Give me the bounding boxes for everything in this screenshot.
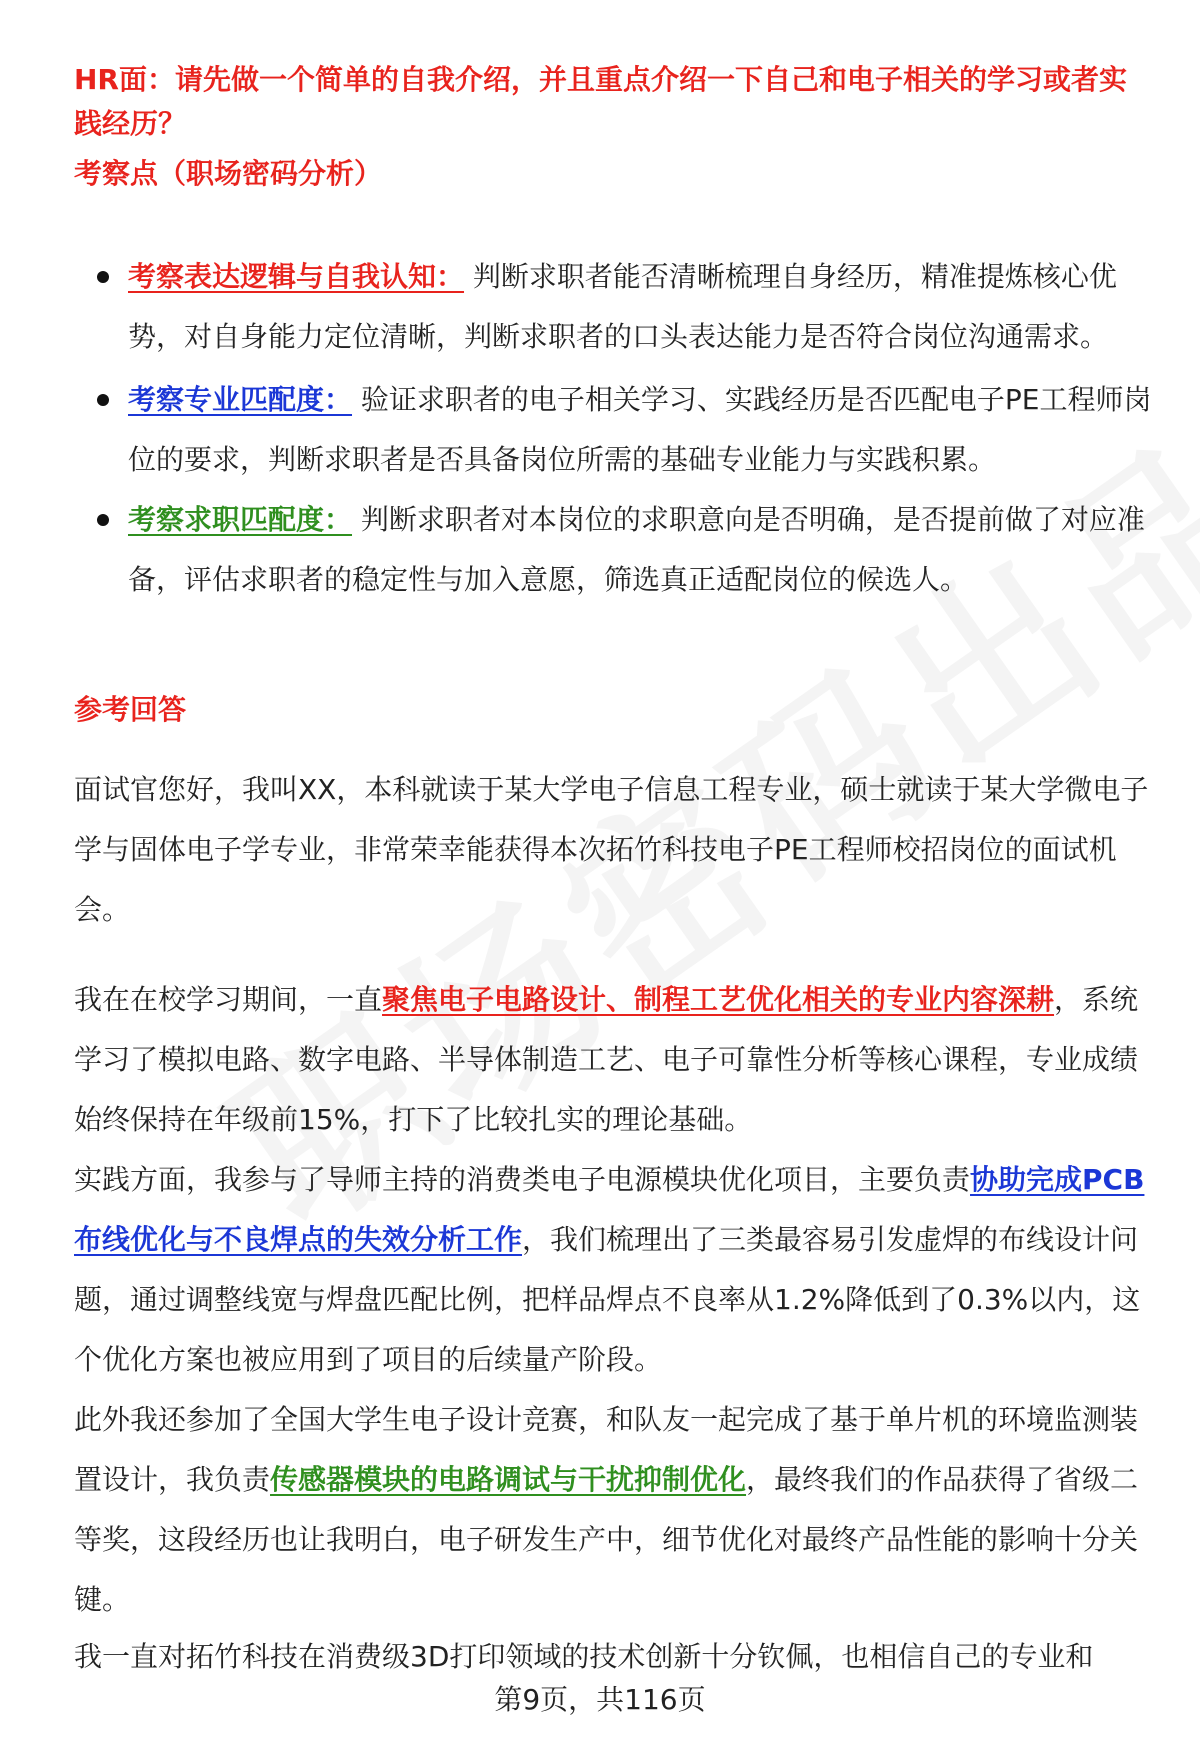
- answer-text: 实践方面，我参与了导师主持的消费类电子电源模块优化项目，主要负责: [74, 1163, 971, 1196]
- highlight-red: 聚焦电子电路设计、制程工艺优化相关的专业内容深耕: [382, 983, 1055, 1016]
- point-expression-logic: [74, 247, 1164, 367]
- point-job-match: [74, 490, 1164, 610]
- answer-competition-paragraph: [74, 1390, 1164, 1630]
- reference-heading: 参考回答: [74, 693, 187, 726]
- point-label: 考察求职匹配度：: [128, 503, 353, 536]
- answer-text: 面试官您好，我叫XX，本科就读于某大学电子信息工程专业，硕士就读于某大学微电子学与固体电子学专业，非常荣幸能获得本次拓竹科技电子PE工程师校招岗位的面试机会。: [74, 773, 1149, 926]
- point-label: 考察表达逻辑与自我认知：: [128, 260, 465, 293]
- bullet-icon: [97, 514, 109, 526]
- page-number-footer: 第9页，共116页: [494, 1683, 706, 1716]
- answer-intro-paragraph: [74, 760, 1164, 940]
- bullet-icon: [97, 271, 109, 283]
- highlight-green: 传感器模块的电路调试与干扰抑制优化: [270, 1463, 747, 1496]
- point-text: 判断求职者能否清晰梳理自身经历，精准提炼核心优势，对自身能力定位清晰，判断求职者的口头表达能力是否符合岗位沟通需求。: [128, 260, 1117, 353]
- answer-practice-paragraph: [74, 1150, 1164, 1390]
- answer-text: ，我们梳理出了三类最容易引发虚焊的布线设计问题，通过调整线宽与焊盘匹配比例，把样品焊点不良率从1.2%降低到了0.3%以内，这个优化方案也被应用到了项目的后续量产阶段。: [74, 1223, 1141, 1376]
- answer-text: ，最终我们的作品获得了省级二等奖，这段经历也让我明白，电子研发生产中，细节优化对最终产品性能的影响十分关键。: [74, 1463, 1139, 1616]
- highlight-blue: 协助完成PCB布线优化与不良焊点的失效分析工作: [74, 1163, 1145, 1256]
- answer-study-paragraph: [74, 970, 1164, 1150]
- answer-text: 我在在校学习期间，一直: [74, 983, 383, 1016]
- answer-text: 我一直对拓竹科技在消费级3D打印领域的技术创新十分钦佩，也相信自己的专业和: [74, 1640, 1094, 1673]
- question-heading: HR面：请先做一个简单的自我介绍，并且重点介绍一下自己和电子相关的学习或者实践经历？: [74, 63, 1127, 140]
- analysis-heading: 考察点（职场密码分析）: [74, 157, 383, 190]
- point-label: 考察专业匹配度：: [128, 383, 353, 416]
- point-text: 判断求职者对本岗位的求职意向是否明确，是否提前做了对应准备，评估求职者的稳定性与加入意愿，筛选真正适配岗位的候选人。: [128, 503, 1145, 596]
- point-professional-match: [74, 370, 1164, 490]
- answer-closing-paragraph: [74, 1627, 1164, 1687]
- assessment-points-list: [74, 247, 1164, 610]
- bullet-icon: [97, 394, 109, 406]
- answer-text: 此外我还参加了全国大学生电子设计竞赛，和队友一起完成了基于单片机的环境监测装置设计，我负责: [74, 1403, 1139, 1496]
- point-text: 验证求职者的电子相关学习、实践经历是否匹配电子PE工程师岗位的要求，判断求职者是否具备岗位所需的基础专业能力与实践积累。: [128, 383, 1152, 476]
- answer-text: ，系统学习了模拟电路、数字电路、半导体制造工艺、电子可靠性分析等核心课程，专业成绩始终保持在年级前15%，打下了比较扎实的理论基础。: [74, 983, 1139, 1136]
